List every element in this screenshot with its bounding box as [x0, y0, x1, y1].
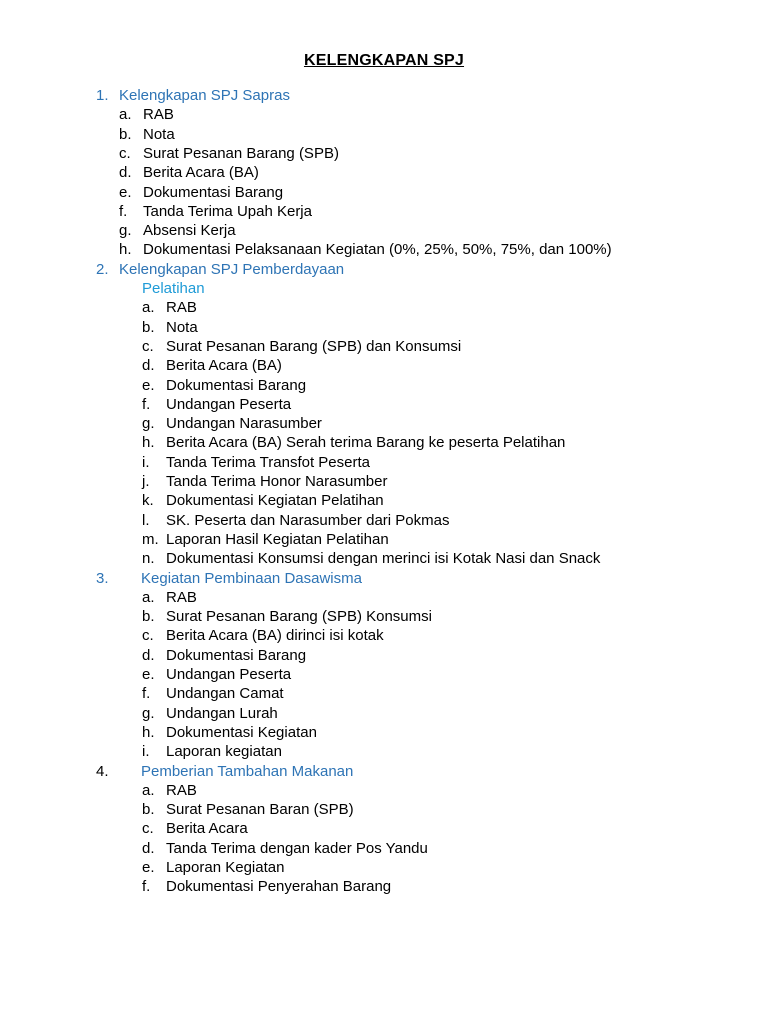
list-item-marker: c.	[142, 820, 154, 838]
list-item-marker: e.	[142, 859, 155, 876]
list-item: Undangan Peserta	[166, 666, 292, 683]
list-item: Dokumentasi Kegiatan	[166, 723, 317, 741]
section-number: 1.	[96, 87, 109, 104]
list-item-marker: k.	[142, 492, 154, 510]
list-item-marker: d.	[142, 646, 155, 664]
list-item-marker: l.	[142, 511, 150, 529]
list-item: Berita Acara (BA) Serah terima Barang ke peserta Pelatihan	[166, 434, 566, 452]
list-item-marker: c.	[142, 627, 154, 645]
list-item: Undangan Lurah	[166, 704, 278, 722]
list-item-marker: a.	[142, 781, 155, 799]
list-item: SK. Peserta dan Narasumber dari Pokmas	[166, 511, 450, 529]
list-item: Berita Acara (BA)	[166, 357, 282, 375]
list-item: Tanda Terima dengan kader Pos Yandu	[166, 839, 428, 857]
list-item: Dokumentasi Kegiatan Pelatihan	[166, 492, 384, 510]
section-heading: Kegiatan Pembinaan Dasawisma	[141, 569, 362, 587]
list-item-marker: h.	[142, 434, 155, 452]
list-item: Dokumentasi Pelaksanaan Kegiatan (0%, 25%, 50%, 75%, dan 100%)	[143, 241, 612, 259]
list-item: Laporan Kegiatan	[166, 859, 285, 876]
list-item-marker: h.	[119, 241, 132, 259]
list-item: RAB	[166, 781, 197, 799]
list-item-marker: e.	[142, 376, 155, 394]
list-item: Undangan Peserta	[166, 395, 292, 413]
section-heading: Pemberian Tambahan Makanan	[141, 762, 354, 780]
list-item-marker: g.	[142, 415, 155, 433]
list-item: Surat Pesanan Barang (SPB) dan Konsumsi	[166, 337, 462, 355]
list-item-marker: b.	[119, 125, 132, 143]
list-item-marker: b.	[142, 318, 155, 336]
list-item: Berita Acara (BA) dirinci isi kotak	[166, 627, 384, 645]
list-item-marker: a.	[142, 299, 155, 317]
list-item-marker: i.	[142, 743, 150, 761]
list-item-marker: a.	[119, 106, 132, 124]
list-item-marker: e.	[119, 183, 132, 201]
list-item: Dokumentasi Barang	[143, 183, 284, 201]
list-item: RAB	[166, 588, 197, 606]
list-item-marker: d.	[119, 164, 132, 182]
section-number: 3.	[96, 569, 109, 587]
list-item: Surat Pesanan Barang (SPB)	[143, 144, 339, 162]
list-item: Tanda Terima Upah Kerja	[143, 202, 312, 220]
list-item: Tanda Terima Transfot Peserta	[166, 453, 370, 471]
list-item: Surat Pesanan Barang (SPB) Konsumsi	[166, 608, 432, 626]
list-item: Berita Acara	[166, 820, 248, 838]
list-item-marker: b.	[142, 801, 155, 819]
list-item-marker: f.	[142, 878, 151, 896]
list-item: Undangan Narasumber	[166, 415, 322, 433]
list-item-marker: d.	[142, 357, 155, 375]
list-item: Tanda Terima Honor Narasumber	[166, 473, 388, 490]
list-item: Surat Pesanan Baran (SPB)	[166, 801, 354, 819]
list-item-marker: g.	[119, 222, 132, 240]
list-item-marker: i.	[142, 453, 150, 471]
list-item: Nota	[166, 318, 198, 336]
list-item: Laporan kegiatan	[166, 743, 282, 761]
list-item: Dokumentasi Penyerahan Barang	[166, 878, 392, 896]
list-item-marker: c.	[119, 144, 131, 162]
list-item-marker: m.	[142, 530, 159, 548]
list-item: Dokumentasi Barang	[166, 646, 307, 664]
list-item-marker: a.	[142, 588, 155, 606]
list-item-marker: f.	[142, 685, 151, 703]
section-heading: Kelengkapan SPJ Sapras	[119, 87, 290, 104]
list-item-marker: f.	[142, 395, 151, 413]
list-item-marker: j.	[142, 473, 150, 490]
section-heading: Kelengkapan SPJ Pemberdayaan	[119, 260, 345, 278]
document-title: KELENGKAPAN SPJ	[303, 52, 465, 69]
list-item: RAB	[143, 106, 174, 124]
list-item-marker: c.	[142, 337, 154, 355]
section-number: 2.	[96, 260, 109, 278]
list-item-marker: e.	[142, 666, 155, 683]
list-item: Laporan Hasil Kegiatan Pelatihan	[166, 530, 389, 548]
list-item: RAB	[166, 299, 197, 317]
list-item: Dokumentasi Barang	[166, 376, 307, 394]
list-item: Undangan Camat	[166, 685, 284, 703]
list-item-marker: d.	[142, 839, 155, 857]
list-item-marker: f.	[119, 202, 128, 220]
section-subheading: Pelatihan	[142, 280, 205, 297]
list-item-marker: h.	[142, 723, 155, 741]
list-item: Nota	[143, 125, 175, 143]
list-item-marker: n.	[142, 550, 155, 568]
list-item: Dokumentasi Konsumsi dengan merinci isi Kotak Nasi dan Snack	[166, 550, 601, 568]
list-item-marker: b.	[142, 608, 155, 626]
list-item: Berita Acara (BA)	[143, 164, 259, 182]
section-number: 4.	[96, 762, 109, 780]
list-item: Absensi Kerja	[143, 222, 236, 240]
list-item-marker: g.	[142, 704, 155, 722]
